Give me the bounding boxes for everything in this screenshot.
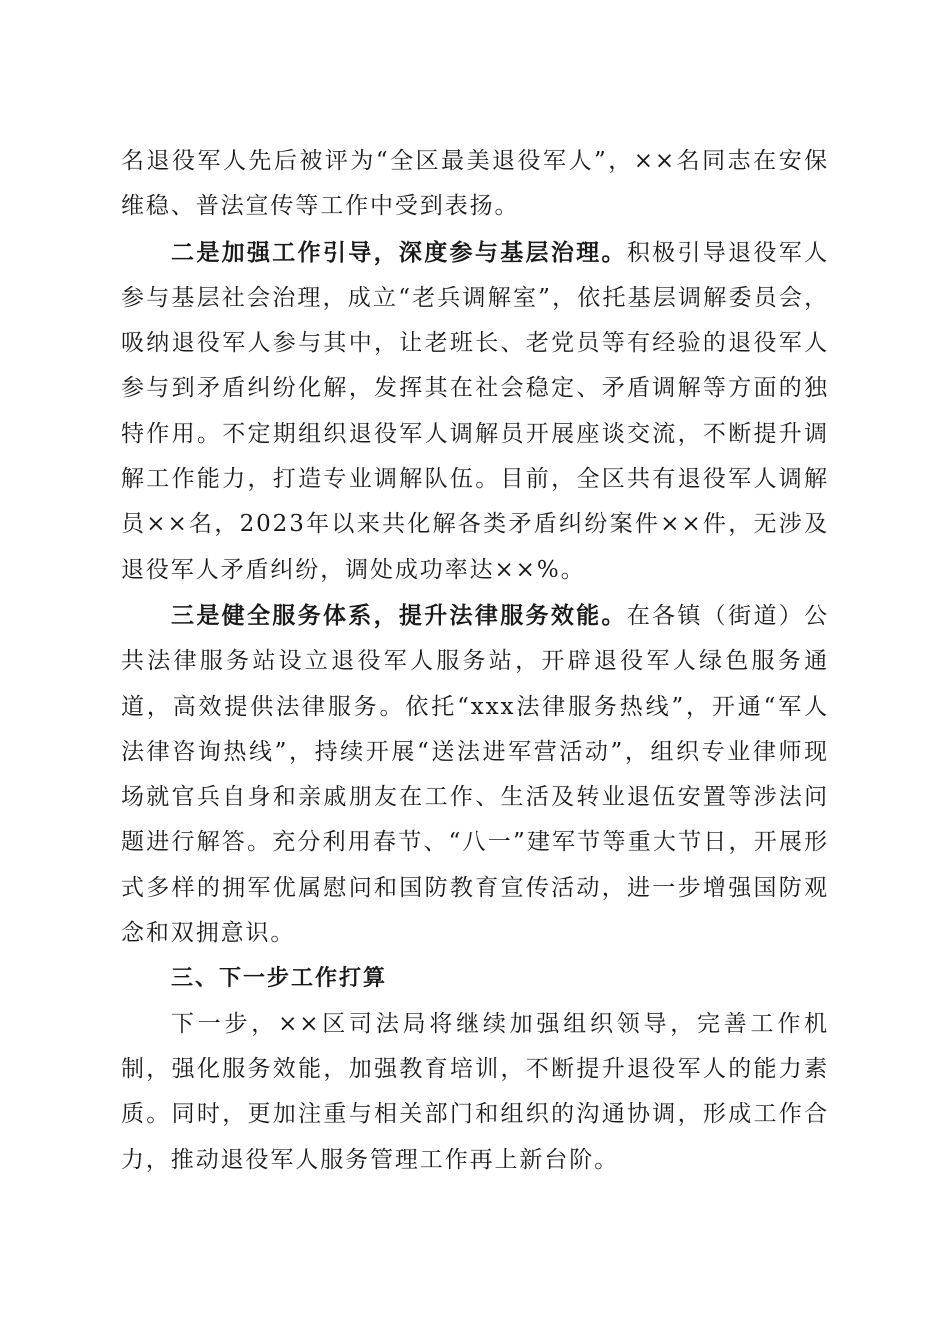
paragraph-lead-sentence: 三是健全服务体系，提升法律服务效能。 [171,601,627,629]
section-heading: 三、下一步工作打算 [171,966,388,992]
document-body [121,139,829,1183]
paragraph-continuation [121,139,829,230]
paragraph-text: 名退役军人先后被评为“全区最美退役军人”，××名同志在安保维稳、普法宣传等工作中受到表扬。 [121,148,829,220]
paragraph-work-guidance [121,230,829,593]
paragraph-next-steps: 下一步，××区司法局将继续加强组织领导，完善工作机制，强化服务效能，加强教育培训，不断提升退役军人的能力素质。同时，更加注重与相关部门和组织的沟通协调，形成工作合力，推动退役军人服务管理工作再上新台阶。 [121,1010,829,1173]
paragraph-text: 积极引导退役军人参与基层社会治理，成立“老兵调解室”，依托基层调解委员会，吸纳退役军人参与其中，让老班长、老党员等有经验的退役军人参与到矛盾纠纷化解，发挥其在社会稳定、矛盾调解等方面的独特作用。不定期组织退役军人调解员开展座谈交流，不断提升调解工作能力，打造专业调解队伍。目前，全区共有退役军人调解员××名，2023年以来共化解各类矛盾纠纷案件××件，无涉及退役军人矛盾纠纷，调处成功率达××%。 [121,239,829,583]
paragraph-text: 在各镇（街道）公共法律服务站设立退役军人服务站，开辟退役军人绿色服务通道，高效提供法律服务。依托“xxx法律服务热线”，开通“军人法律咨询热线”，持续开展“送法进军营活动”，组织专业律师现场就官兵自身和亲戚朋友在工作、生活及转业退伍安置等涉法问题进行解答。充分利用春节、“八一”建军节等重大节日，开展形式多样的拥军优属慰问和国防教育宣传活动，进一步增强国防观念和双拥意识。 [121,602,829,947]
paragraph-lead-sentence: 二是加强工作引导，深度参与基层治理。 [171,238,627,266]
paragraph-service-system [121,593,829,956]
